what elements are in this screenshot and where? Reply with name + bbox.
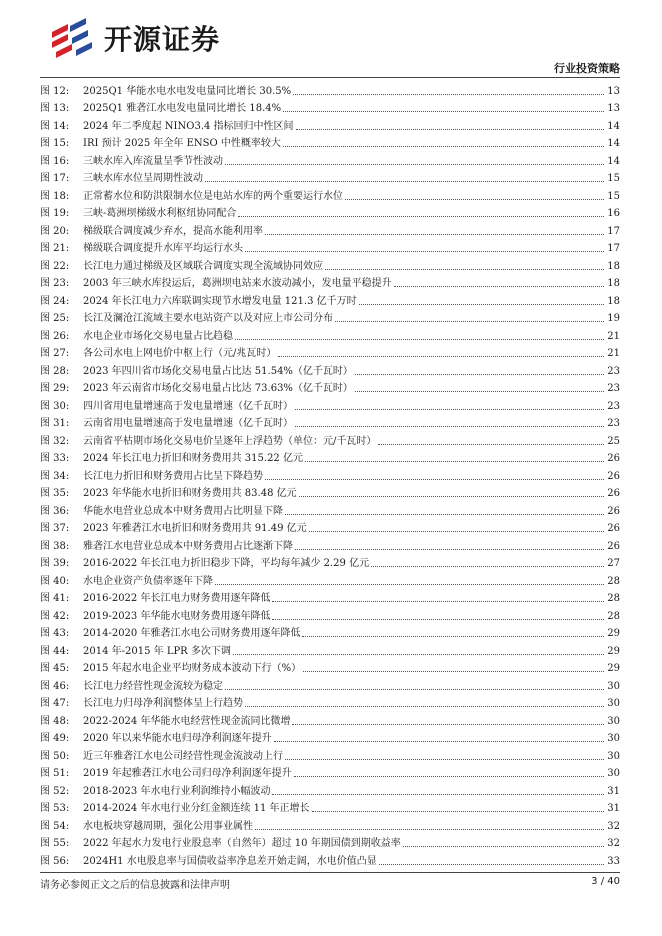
toc-figure-number: 图 17: <box>40 173 70 184</box>
toc-figure-title: 2023 年雅砻江水电折旧和财务费用共 91.49 亿元 <box>83 523 307 534</box>
kaiyuan-logo-icon <box>50 18 96 58</box>
toc-dot-leader <box>325 269 604 270</box>
toc-page-number: 30 <box>607 733 620 744</box>
toc-row[interactable] <box>40 728 620 746</box>
toc-dot-leader <box>379 864 604 865</box>
toc-row[interactable] <box>40 185 620 203</box>
toc-page-number: 31 <box>607 785 620 797</box>
toc-dot-leader <box>272 601 604 602</box>
toc-figure-title: 2024 年长江电力折旧和财务费用共 315.22 亿元 <box>83 453 303 464</box>
toc-dot-leader <box>233 654 604 655</box>
toc-figure-number: 图 18: <box>40 190 70 202</box>
toc-figure-title: 近三年雅砻江水电公司经营性现金流波动上行 <box>83 750 283 762</box>
toc-dot-leader <box>238 216 604 217</box>
toc-dot-leader <box>299 496 604 497</box>
toc-dot-leader <box>215 584 604 585</box>
toc-figure-title: 2025Q1 华能水电水电发电量同比增长 30.5% <box>83 85 292 97</box>
report-section-label: 行业投资策略 <box>554 62 620 75</box>
toc-dot-leader <box>225 689 604 690</box>
toc-page-number: 32 <box>607 820 620 832</box>
toc-page-number: 25 <box>607 435 620 447</box>
toc-dot-leader <box>274 741 604 742</box>
toc-row[interactable] <box>40 325 620 343</box>
toc-figure-title: 长江电力归母净利润整体呈上行趋势 <box>83 698 243 709</box>
toc-row[interactable] <box>40 255 620 273</box>
toc-dot-leader <box>359 304 604 305</box>
toc-dot-leader <box>205 181 604 182</box>
toc-figure-title: 长江电力通过梯级及区域联合调度实现全流域协同效应 <box>83 260 323 272</box>
toc-dot-leader <box>225 164 604 165</box>
toc-figure-number: 图 48: <box>40 715 70 727</box>
toc-figure-title: IRI 预计 2025 年全年 ENSO 中性概率较大 <box>83 138 281 149</box>
toc-page-number: 18 <box>607 295 620 307</box>
toc-dot-leader <box>285 514 604 515</box>
toc-figure-title: 2023 年云南省市场化交易电量占比达 73.63%（亿千瓦时） <box>83 383 353 394</box>
toc-figure-title: 2022 年起水力发电行业股息率（自然年）超过 10 年期国债到期收益率 <box>83 838 401 849</box>
toc-page-number: 23 <box>607 400 620 412</box>
toc-page-number: 33 <box>607 855 620 867</box>
toc-row[interactable] <box>40 465 620 483</box>
toc-dot-leader <box>305 461 604 462</box>
toc-figure-title: 2024 年二季度起 NINO3.4 指标回归中性区间 <box>83 120 294 132</box>
toc-page-number: 26 <box>607 453 620 464</box>
toc-dot-leader <box>355 374 604 375</box>
toc-row[interactable] <box>40 570 620 588</box>
toc-figure-title: 2016-2022 年长江电力财务费用逐年降低 <box>83 593 271 604</box>
toc-figure-title: 长江电力经营性现金流较为稳定 <box>83 680 223 692</box>
toc-figure-title: 2018-2023 年水电行业利润维持小幅波动 <box>83 785 271 797</box>
toc-figure-title: 2022-2024 年华能水电经营性现金流同比微增 <box>83 715 291 727</box>
toc-figure-title: 长江及澜沧江流域主要水电站资产以及对应上市公司分布 <box>83 313 333 324</box>
toc-row[interactable] <box>40 133 620 151</box>
toc-page-number: 17 <box>607 243 620 254</box>
toc-figure-title: 梯级联合调度提升水库平均运行水头 <box>83 243 243 254</box>
toc-row[interactable] <box>40 588 620 606</box>
toc-figure-number: 图 42: <box>40 610 70 622</box>
toc-figure-number: 图 14: <box>40 120 70 132</box>
toc-row[interactable] <box>40 220 620 238</box>
toc-figure-title: 水电企业资产负债率逐年下降 <box>83 575 213 587</box>
toc-figure-title: 四川省用电量增速高于发电量增速（亿千瓦时） <box>83 400 293 412</box>
toc-figure-number: 图 56: <box>40 855 70 867</box>
toc-row[interactable] <box>40 395 620 413</box>
toc-figure-number: 图 19: <box>40 208 70 219</box>
toc-dot-leader <box>296 129 604 130</box>
toc-page-number: 26 <box>607 523 620 534</box>
toc-figure-title: 2014-2020 年雅砻江水电公司财务费用逐年降低 <box>83 628 301 639</box>
footer-divider <box>40 872 620 873</box>
toc-figure-number: 图 24: <box>40 295 70 307</box>
toc-figure-title: 2003 年三峡水库投运后，葛洲坝电站来水波动减小，发电量平稳提升 <box>83 278 392 289</box>
toc-page-number: 13 <box>607 103 620 114</box>
toc-page-number: 18 <box>607 278 620 289</box>
toc-dot-leader <box>245 706 604 707</box>
toc-figure-number: 图 51: <box>40 768 70 779</box>
brand-name: 开源证券 <box>104 23 221 56</box>
toc-figure-title: 云南省平枯期市场化交易电价呈逐年上浮趋势（单位：元/千瓦时） <box>83 435 377 447</box>
toc-row[interactable] <box>40 535 620 553</box>
toc-dot-leader <box>295 409 604 410</box>
toc-figure-title: 正常蓄水位和防洪限制水位是电站水库的两个重要运行水位 <box>83 190 343 202</box>
toc-dot-leader <box>265 234 604 235</box>
toc-figure-number: 图 40: <box>40 575 70 587</box>
toc-page-number: 27 <box>607 558 620 569</box>
toc-dot-leader <box>309 531 604 532</box>
toc-figure-number: 图 13: <box>40 103 70 114</box>
toc-row[interactable] <box>40 640 620 658</box>
toc-dot-leader <box>302 636 604 637</box>
toc-figure-number: 图 30: <box>40 400 70 412</box>
toc-page-number: 26 <box>607 470 620 482</box>
toc-figure-title: 各公司水电上网电价中枢上行（元/兆瓦时） <box>83 348 277 359</box>
toc-figure-number: 图 29: <box>40 383 70 394</box>
toc-page-number: 30 <box>607 698 620 709</box>
toc-row[interactable] <box>40 500 620 518</box>
toc-dot-leader <box>245 251 604 252</box>
toc-figure-number: 图 37: <box>40 523 70 534</box>
toc-figure-number: 图 28: <box>40 365 70 377</box>
toc-dot-leader <box>285 759 604 760</box>
toc-figure-title: 2014-2024 年水电行业分红金额连续 11 年正增长 <box>83 803 310 814</box>
toc-row[interactable] <box>40 378 620 396</box>
toc-page-number: 29 <box>607 645 620 657</box>
toc-row[interactable] <box>40 780 620 798</box>
toc-dot-leader <box>335 321 604 322</box>
toc-figure-title: 2016-2022 年长江电力折旧稳步下降，平均每年减少 2.29 亿元 <box>83 558 370 569</box>
toc-page-number: 16 <box>607 208 620 219</box>
toc-row[interactable] <box>40 448 620 466</box>
toc-figure-number: 图 47: <box>40 698 70 709</box>
toc-dot-leader <box>255 829 604 830</box>
toc-figure-number: 图 20: <box>40 225 70 237</box>
toc-page-number: 15 <box>607 190 620 202</box>
toc-row[interactable] <box>40 605 620 623</box>
toc-figure-title: 2020 年以来华能水电归母净利润逐年提升 <box>83 733 272 744</box>
toc-row[interactable] <box>40 850 620 868</box>
toc-page-number: 15 <box>607 173 620 184</box>
toc-figure-number: 图 36: <box>40 505 70 517</box>
toc-page-number: 17 <box>607 225 620 237</box>
toc-figure-title: 梯级联合调度减少弃水，提高水能利用率 <box>83 225 263 237</box>
toc-row[interactable] <box>40 150 620 168</box>
toc-row[interactable] <box>40 483 620 501</box>
toc-figure-number: 图 34: <box>40 470 70 482</box>
toc-dot-leader <box>312 811 604 812</box>
toc-figure-title: 三峡水库水位呈周期性波动 <box>83 173 203 184</box>
toc-page-number: 14 <box>607 155 620 167</box>
toc-page-number: 13 <box>607 85 620 97</box>
toc-row[interactable] <box>40 763 620 781</box>
toc-dot-leader <box>293 94 604 95</box>
toc-page-number: 30 <box>607 715 620 727</box>
toc-page-number: 26 <box>607 488 620 499</box>
toc-figure-number: 图 12: <box>40 85 70 97</box>
toc-figure-number: 图 49: <box>40 733 70 744</box>
footer-disclaimer: 请务必参阅正文之后的信息披露和法律声明 <box>40 880 230 891</box>
toc-figure-number: 图 52: <box>40 785 70 797</box>
toc-page-number: 23 <box>607 418 620 429</box>
toc-figure-number: 图 35: <box>40 488 70 499</box>
toc-row[interactable] <box>40 518 620 536</box>
toc-figure-number: 图 32: <box>40 435 70 447</box>
toc-dot-leader <box>294 776 604 777</box>
toc-figure-number: 图 16: <box>40 155 70 167</box>
toc-page-number: 26 <box>607 505 620 517</box>
toc-figure-number: 图 44: <box>40 645 70 657</box>
toc-row[interactable] <box>40 710 620 728</box>
toc-figure-number: 图 43: <box>40 628 70 639</box>
toc-dot-leader <box>295 549 604 550</box>
toc-row[interactable] <box>40 413 620 431</box>
toc-figure-number: 图 54: <box>40 820 70 832</box>
toc-page-number: 28 <box>607 575 620 587</box>
toc-row[interactable] <box>40 430 620 448</box>
toc-row[interactable] <box>40 343 620 361</box>
toc-row[interactable] <box>40 80 620 98</box>
toc-row[interactable] <box>40 833 620 851</box>
header-divider <box>40 77 620 78</box>
toc-row[interactable] <box>40 693 620 711</box>
toc-page-number: 23 <box>607 365 620 377</box>
toc-figure-title: 2025Q1 雅砻江水电发电量同比增长 18.4% <box>83 103 282 114</box>
toc-figure-number: 图 23: <box>40 278 70 289</box>
toc-row[interactable] <box>40 623 620 641</box>
toc-dot-leader <box>355 391 604 392</box>
toc-figure-number: 图 55: <box>40 838 70 849</box>
toc-row[interactable] <box>40 238 620 256</box>
toc-figure-title: 雅砻江水电营业总成本中财务费用占比逐渐下降 <box>83 540 293 552</box>
toc-figure-number: 图 27: <box>40 348 70 359</box>
toc-dot-leader <box>303 671 604 672</box>
toc-figure-title: 华能水电营业总成本中财务费用占比明显下降 <box>83 505 283 517</box>
toc-figure-title: 2024H1 水电股息率与国债收益率净息差开始走阔，水电价值凸显 <box>83 855 377 867</box>
toc-figure-number: 图 15: <box>40 138 70 149</box>
toc-figure-title: 2015 年起水电企业平均财务成本波动下行（%） <box>83 663 302 674</box>
toc-figure-number: 图 50: <box>40 750 70 762</box>
toc-figure-number: 图 38: <box>40 540 70 552</box>
toc-page-number: 29 <box>607 628 620 639</box>
toc-figure-number: 图 26: <box>40 330 70 342</box>
toc-page-number: 21 <box>607 330 620 342</box>
toc-page-number: 14 <box>607 138 620 149</box>
toc-figure-number: 图 31: <box>40 418 70 429</box>
toc-figure-title: 长江电力折旧和财务费用占比呈下降趋势 <box>83 470 263 482</box>
toc-figure-number: 图 45: <box>40 663 70 674</box>
toc-page-number: 14 <box>607 120 620 132</box>
toc-figure-title: 2023 年四川省市场化交易电量占比达 51.54%（亿千瓦时） <box>83 365 353 377</box>
toc-dot-leader <box>272 794 604 795</box>
toc-dot-leader <box>272 619 604 620</box>
toc-dot-leader <box>283 146 604 147</box>
toc-figure-number: 图 22: <box>40 260 70 272</box>
toc-page-number: 30 <box>607 680 620 692</box>
toc-row[interactable] <box>40 98 620 116</box>
toc-figure-title: 2023 年华能水电折旧和财务费用共 83.48 亿元 <box>83 488 297 499</box>
toc-dot-leader <box>403 846 604 847</box>
toc-figure-number: 图 33: <box>40 453 70 464</box>
toc-page-number: 26 <box>607 540 620 552</box>
toc-row[interactable] <box>40 745 620 763</box>
toc-row[interactable] <box>40 553 620 571</box>
toc-dot-leader <box>378 444 604 445</box>
toc-row[interactable] <box>40 308 620 326</box>
toc-row[interactable] <box>40 798 620 816</box>
toc-figure-title: 2019 年起雅砻江水电公司归母净利润逐年提升 <box>83 768 292 779</box>
toc-figure-title: 三峡水库入库流量呈季节性波动 <box>83 155 223 167</box>
toc-figure-number: 图 21: <box>40 243 70 254</box>
toc-page-number: 31 <box>607 803 620 814</box>
toc-row[interactable] <box>40 115 620 133</box>
toc-dot-leader <box>394 286 604 287</box>
figure-table-of-contents <box>40 80 620 868</box>
toc-figure-title: 云南省用电量增速高于发电量增速（亿千瓦时） <box>83 418 293 429</box>
toc-dot-leader <box>292 724 604 725</box>
toc-dot-leader <box>283 111 604 112</box>
toc-page-number: 28 <box>607 610 620 622</box>
toc-page-number: 18 <box>607 260 620 272</box>
toc-page-number: 30 <box>607 750 620 762</box>
toc-page-number: 28 <box>607 593 620 604</box>
toc-figure-number: 图 41: <box>40 593 70 604</box>
toc-dot-leader <box>371 566 604 567</box>
toc-row[interactable] <box>40 658 620 676</box>
toc-page-number: 21 <box>607 348 620 359</box>
toc-figure-number: 图 53: <box>40 803 70 814</box>
toc-row[interactable] <box>40 360 620 378</box>
toc-dot-leader <box>278 356 604 357</box>
toc-dot-leader <box>235 339 604 340</box>
toc-row[interactable] <box>40 203 620 221</box>
toc-figure-title: 水电企业市场化交易电量占比趋稳 <box>83 330 233 342</box>
toc-row[interactable] <box>40 168 620 186</box>
toc-row[interactable] <box>40 290 620 308</box>
toc-page-number: 19 <box>607 313 620 324</box>
toc-figure-number: 图 46: <box>40 680 70 692</box>
toc-figure-title: 2019-2023 年华能水电财务费用逐年降低 <box>83 610 271 622</box>
toc-dot-leader <box>345 199 604 200</box>
toc-page-number: 29 <box>607 663 620 674</box>
toc-row[interactable] <box>40 815 620 833</box>
toc-dot-leader <box>265 479 604 480</box>
toc-figure-title: 水电板块穿越周期，强化公用事业属性 <box>83 820 253 832</box>
brand-logo <box>50 14 220 62</box>
toc-row[interactable] <box>40 675 620 693</box>
toc-figure-title: 三峡-葛洲坝梯级水利枢纽协同配合 <box>83 208 237 219</box>
toc-figure-number: 图 39: <box>40 558 70 569</box>
toc-dot-leader <box>295 426 604 427</box>
toc-figure-title: 2024 年长江电力六库联调实现节水增发电量 121.3 亿千万时 <box>83 295 357 307</box>
toc-page-number: 23 <box>607 383 620 394</box>
toc-page-number: 30 <box>607 768 620 779</box>
footer-page-number: 3 / 40 <box>591 876 620 887</box>
toc-figure-number: 图 25: <box>40 313 70 324</box>
toc-page-number: 32 <box>607 838 620 849</box>
toc-row[interactable] <box>40 273 620 291</box>
toc-figure-title: 2014 年-2015 年 LPR 多次下调 <box>83 645 231 657</box>
